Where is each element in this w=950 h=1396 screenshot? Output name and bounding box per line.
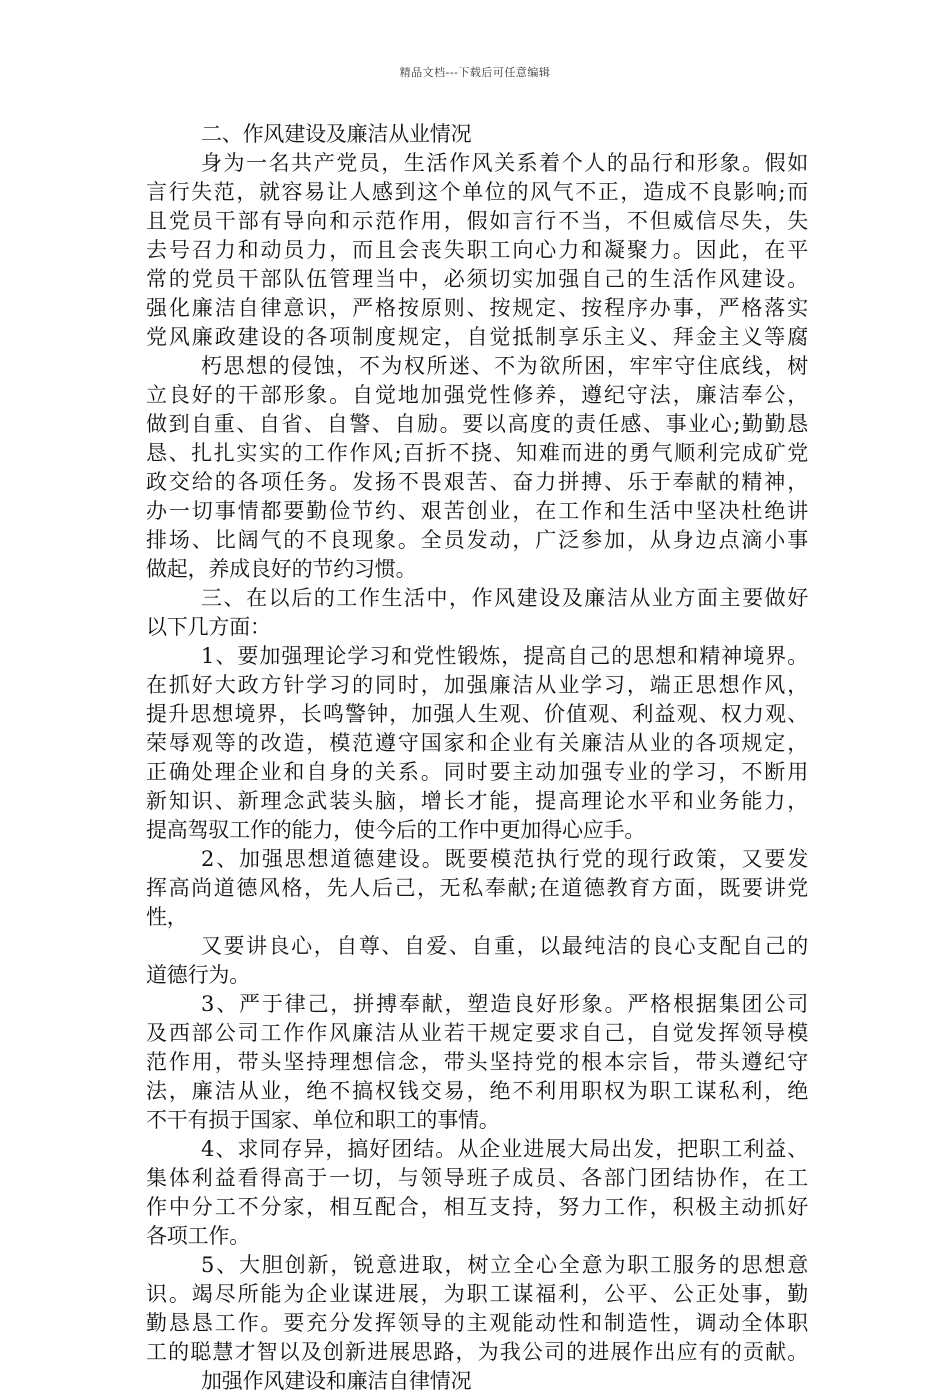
text-line: 朽思想的侵蚀，不为权所迷、不为欲所困，牢牢守住底线，树 [201, 354, 808, 378]
text-line: 范作用，带头坚持理想信念，带头坚持党的根本宗旨，带头遵纪守 [146, 1050, 808, 1074]
text-line: 做到自重、自省、自警、自励。要以高度的责任感、事业心;勤勤恳 [146, 412, 808, 436]
text-line: 3、严于律己，拼搏奉献，塑造良好形象。严格根据集团公司 [201, 992, 808, 1016]
text-line: 又要讲良心，自尊、自爱、自重，以最纯洁的良心支配自己的 [201, 934, 808, 958]
text-line: 新知识、新理念武装头脑，增长才能，提高理论水平和业务能力， [146, 789, 808, 813]
text-line: 工的聪慧才智以及创新进展思路，为我公司的进展作出应有的贡献。 [146, 1340, 808, 1364]
text-line: 作中分工不分家，相互配合，相互支持，努力工作，积极主动抓好 [146, 1195, 808, 1219]
text-line: 恳、扎扎实实的工作作风;百折不挠、知难而进的勇气顺利完成矿党 [146, 441, 808, 465]
text-line: 正确处理企业和自身的关系。同时要主动加强专业的学习，不断用 [146, 760, 808, 784]
text-line: 及西部公司工作作风廉洁从业若干规定要求自己，自觉发挥领导模 [146, 1021, 808, 1045]
text-line: 立良好的干部形象。自觉地加强党性修养，遵纪守法，廉洁奉公， [146, 383, 808, 407]
text-line: 去号召力和动员力，而且会丧失职工向心力和凝聚力。因此，在平 [146, 238, 808, 262]
text-line: 性， [146, 905, 188, 929]
text-line: 提高驾驭工作的能力，使今后的工作中更加得心应手。 [146, 818, 646, 842]
text-line: 1、要加强理论学习和党性锻炼，提高自己的思想和精神境界。 [201, 644, 808, 668]
text-line: 在抓好大政方针学习的同时，加强廉洁从业学习，端正思想作风， [146, 673, 808, 697]
text-line: 做起，养成良好的节约习惯。 [146, 557, 417, 581]
text-line: 排场、比阔气的不良现象。全员发动，广泛参加，从身边点滴小事 [146, 528, 808, 552]
text-line: 且党员干部有导向和示范作用，假如言行不当，不但威信尽失，失 [146, 209, 808, 233]
text-line: 言行失范，就容易让人感到这个单位的风气不正，造成不良影响;而 [146, 180, 808, 204]
text-line: 加强作风建设和廉洁自律情况 [201, 1369, 472, 1393]
text-line: 二、作风建设及廉洁从业情况 [201, 122, 472, 146]
text-line: 2、加强思想道德建设。既要模范执行党的现行政策，又要发 [201, 847, 808, 871]
text-line: 不干有损于国家、单位和职工的事情。 [146, 1108, 500, 1132]
text-line: 法，廉洁从业，绝不搞权钱交易，绝不利用职权为职工谋私利，绝 [146, 1079, 808, 1103]
text-line: 荣辱观等的改造，模范遵守国家和企业有关廉洁从业的各项规定， [146, 731, 808, 755]
document-body [146, 120, 808, 1396]
text-line: 5、大胆创新，锐意进取，树立全心全意为职工服务的思想意 [201, 1253, 808, 1277]
text-line: 党风廉政建设的各项制度规定，自觉抵制享乐主义、拜金主义等腐 [146, 325, 808, 349]
text-line: 以下几方面： [146, 615, 271, 639]
text-line: 办一切事情都要勤俭节约、艰苦创业，在工作和生活中坚决杜绝讲 [146, 499, 808, 523]
text-line: 政交给的各项任务。发扬不畏艰苦、奋力拼搏、乐于奉献的精神， [146, 470, 808, 494]
text-line: 挥高尚道德风格，先人后己，无私奉献;在道德教育方面，既要讲党 [146, 876, 808, 900]
page-header: 精品文档---下载后可任意编辑 [399, 66, 551, 79]
text-line: 常的党员干部队伍管理当中，必须切实加强自己的生活作风建设。 [146, 267, 808, 291]
text-line: 三、在以后的工作生活中，作风建设及廉洁从业方面主要做好 [201, 586, 808, 610]
text-line: 提升思想境界，长鸣警钟，加强人生观、价值观、利益观、权力观、 [146, 702, 808, 726]
text-line: 各项工作。 [146, 1224, 250, 1248]
text-line: 强化廉洁自律意识，严格按原则、按规定、按程序办事，严格落实 [146, 296, 808, 320]
text-line: 身为一名共产党员，生活作风关系着个人的品行和形象。假如 [201, 151, 808, 175]
text-line: 4、求同存异，搞好团结。从企业进展大局出发，把职工利益、 [201, 1137, 808, 1161]
text-line: 勤恳恳工作。要充分发挥领导的主观能动性和制造性，调动全体职 [146, 1311, 808, 1335]
text-line: 识。竭尽所能为企业谋进展，为职工谋福利，公平、公正处事，勤 [146, 1282, 808, 1306]
text-line: 集体利益看得高于一切，与领导班子成员、各部门团结协作，在工 [146, 1166, 808, 1190]
text-line: 道德行为。 [146, 963, 250, 987]
